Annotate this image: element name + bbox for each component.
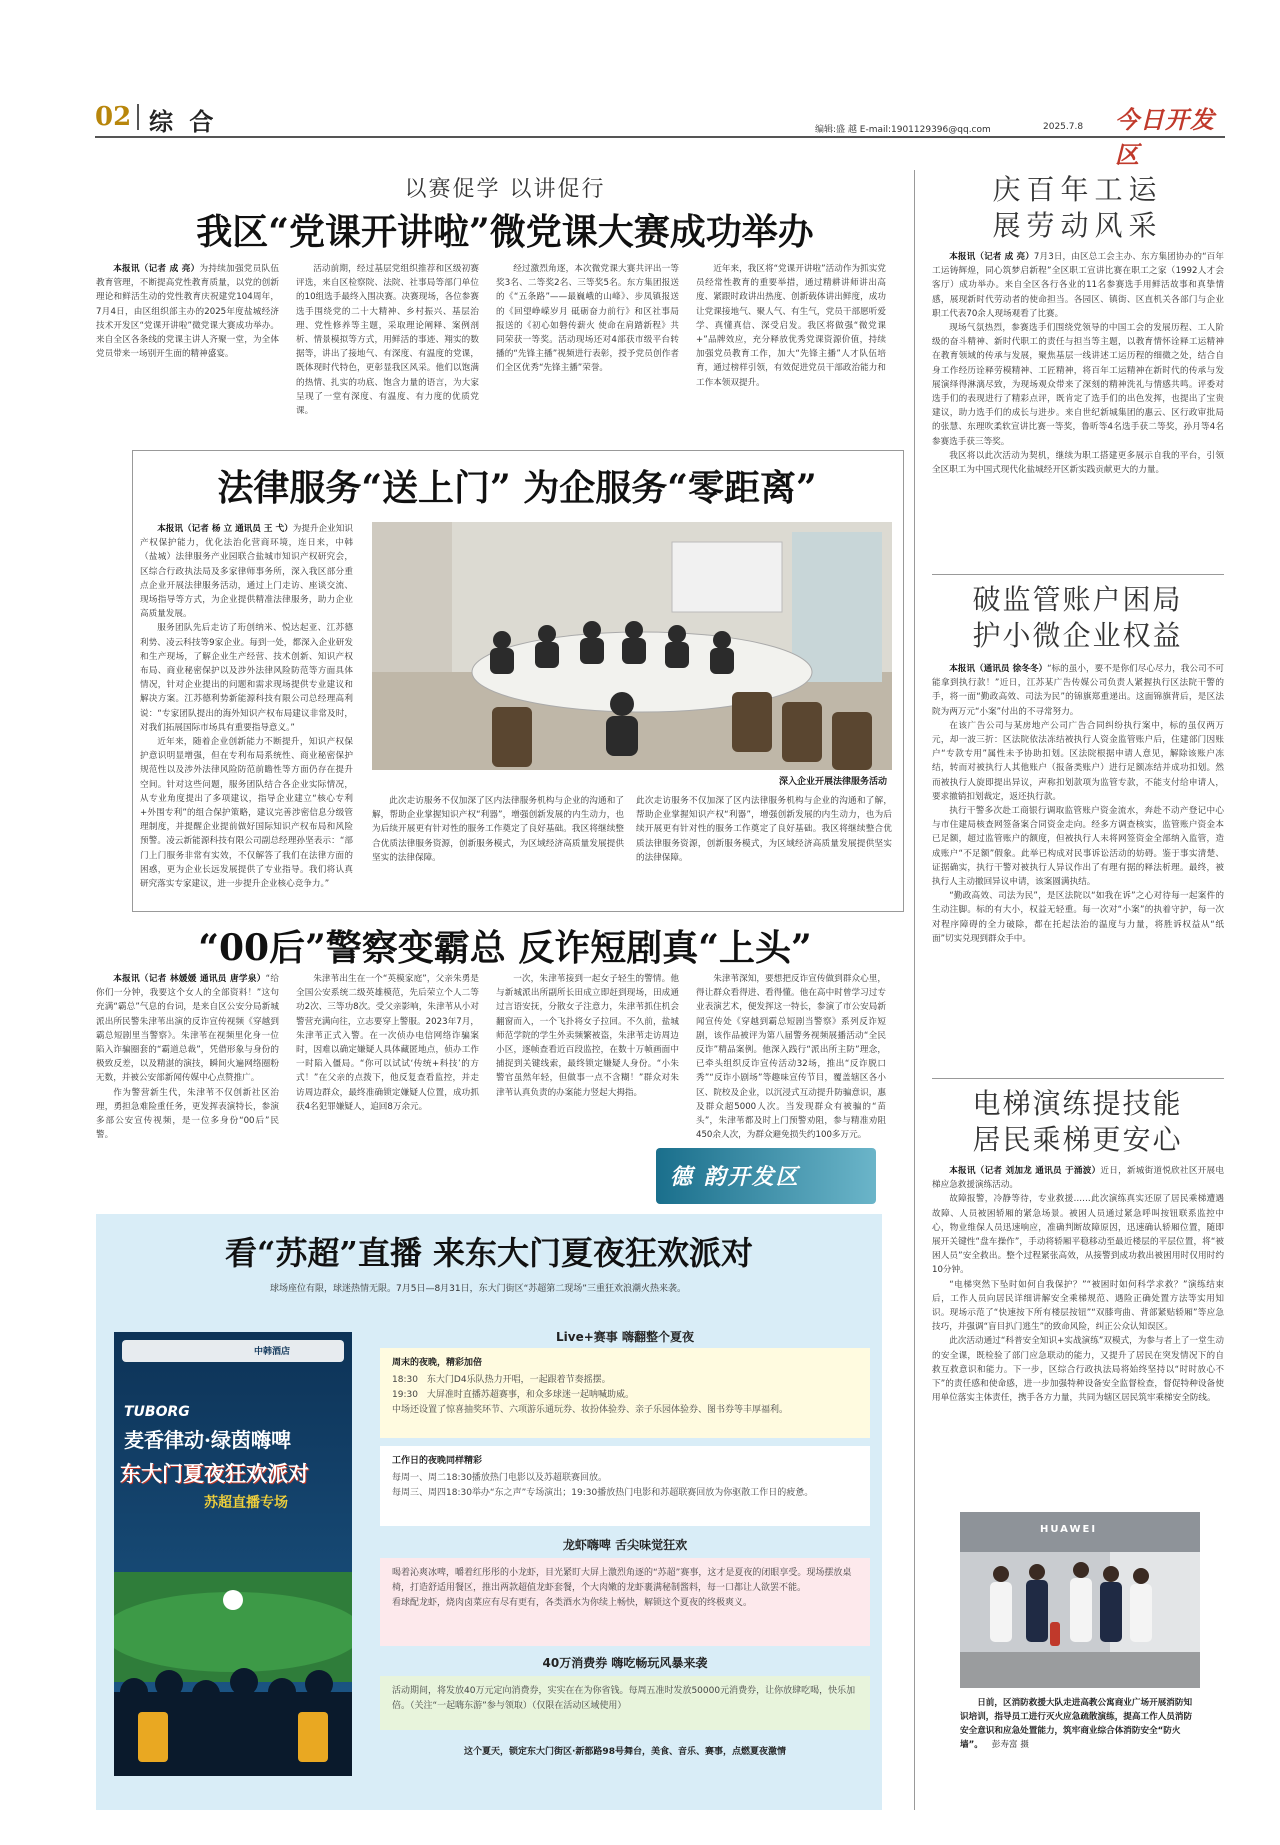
side2-byline: 本报讯（通讯员 徐冬冬） <box>949 664 1048 674</box>
fire-drill-caption: 日前，区消防救援大队走进高教公寓商业广场开展消防知识培训，指导员工进行灭火应急疏散演练，提高工作人员消防安全意识和应急处置能力，筑牢商业综合体消防安全“防火墙”。 彭寿富 摄 <box>960 1698 1193 1750</box>
article3-byline: 本报讯（记者 林媛媛 通讯员 唐学泉） <box>113 974 266 984</box>
fire-drill-photo <box>960 1512 1200 1688</box>
article4-footer: 这个夏天，锁定东大门街区·新都路98号舞台，美食、音乐、赛事，点燃夏夜激情 <box>464 1747 786 1757</box>
poster-headline: 东大门夏夜狂欢派对 <box>120 1461 309 1486</box>
side3-body: 本报讯（记者 刘加龙 通讯员 于涌波）近日，新城街道悦欣社区开展电梯应急救援演练活动。 故障报警，冷静等待，专业救援……此次演练真实还原了居民乘梯遭遇故障、人员被困轿厢的紧急场景。被困人员通过紧急呼叫按钮联系监控中心，物业维保人员迅速响应，准确判断故障原因，迅速确认轿厢位置，随即展开关键性“盘车操作”，手动将轿厢平稳移动至最近楼层的平层位置，将“被困人员”安全救出。整个过程紧张高效，从接警到成功救出被困用时仅用时约10分钟。 “电梯突然下坠时如何自我保护？”“被困时如何科学求救？”演练结束后，工作人员向居民详细讲解安全乘梯规范、遇险正确处置方法等实用知识。现场示范了“快速按下所有楼层按钮”“双膝弯曲、背部紧贴轿厢”等应急技巧，并强调“盲目扒门逃生”的致命风险，纠正公众认知误区。 此次活动通过“科普安全知识+实战演练”双模式，为参与者上了一堂生动的安全课，既检验了部门应急联动的能力，又提升了居民在突发情况下的自救互救意识和能力。下一步，区综合行政执法局将始终坚持以“时时放心不下”的责任感和使命感，进一步加强特种设备安全监督检查，督促特种设备使用单位落实主体责任，携手各方力量，共同为辖区居民筑牢乘梯安全防线。 <box>932 1166 1224 1404</box>
page-number: 02 <box>95 102 132 132</box>
side3-title: 电梯演练提技能 居民乘梯更安心 <box>972 1087 1183 1156</box>
side1-byline: 本报讯（记者 成 亮） <box>949 252 1034 262</box>
article1-subtitle: 以赛促学 以讲促行 <box>404 177 606 202</box>
caption-author: 彭寿富 摄 <box>991 1740 1029 1750</box>
section-name: 综 合 <box>149 107 218 136</box>
article2-col3: 此次走访服务不仅加深了区内法律服务机构与企业的沟通和了解，帮助企业掌握知识产权“利器”，增强创新发展的内生动力，也为后续开展更有针对性的服务工作奠定了良好基础。我区将继续整合优质法律服务资源，创新服务模式，为区域经济高质量发展提供坚实的法律保障。 <box>636 796 892 863</box>
poster-brand: TUBORG <box>124 1404 190 1420</box>
editor-info: 编辑:盛 越 E-mail:1901129396@qq.com <box>815 125 991 135</box>
side2-body: 本报讯（通讯员 徐冬冬）“标的虽小，要不是你们尽心尽力，我公司不可能拿到执行款！”近日，江苏某广告传媒公司负责人紧握执行区法院干警的手，将一面“勤政高效、司法为民”的锦旗郑重递出。这面锦旗背后，是区法院为两万元“小案”付出的不寻常努力。 在该广告公司与某房地产公司广告合同纠纷执行案中，标的虽仅两万元，却一波三折：区法院依法冻结被执行人资金监管账户后，住建部门因账户“专款专用”属性未予协助扣划。区法院根据申请人意见，解除该账户冻结，转而对被执行人其他账户（报备类账户）进行足额冻结并成功扣划。然而被执行人旋即提出异议，声称扣划款项为监管专款，不能支付给申请人，要求撤销扣划裁定，返还执行款。 执行干警多次赴工商银行调取监管账户资金流水，奔赴不动产登记中心与市住建局核查网签备案合同资金走向。经多方调查核实，监管账户资金本已足额，超过监管账户的额度，但被执行人未将网签资金全部纳入监管，造成账户“不足额”假象。此举已构成对民事诉讼活动的妨碍。鉴于事实清楚、证据确实，执行干警对被执行人异议作出了有理有据的释法析理。最终，被执行人主动撤回异议申请，该案圆满执结。 “勤政高效、司法为民”，是区法院以“如我在诉”之心对待每一起案件的生动注脚。标的有大小，权益无轻重。每一次对“小案”的执着守护，每一次对程序障碍的全力破除，都在托起法治的温度与力量，将胜诉权益从“纸面”切实兑现到群众手中。 <box>932 664 1224 944</box>
paper-logo: 今日开发区 <box>1115 105 1215 169</box>
article3-title: “00后”警察变霸总 反诈短剧真“上头” <box>198 927 812 969</box>
meeting-photo <box>372 522 892 770</box>
event-card-vouchers: 活动期间，将发放40万元定向消费券，实实在在为你省钱。每周五准时发放50000元消费券，让你放肆吃喝，快乐加倍。（关注“一起嗨东游”参与领取）（仅限在活动区域使用） <box>380 1676 870 1730</box>
article3-col3: 一次，朱津苇接到一起女子轻生的警情。他与新城派出所副所长田成立即赶到现场，田成通过言语安抚，分散女子注意力，朱津苇抓住机会翻窗而入，一个飞扑将女子拉回。不久前，盐城师范学院的学生外卖频繁被盗，朱津苇走访周边小区，逐帧查看近百段监控，在数十万帧画面中捕捉到关键线索，最终锁定嫌疑人身份。“小朱警官虽然年轻，但做事一点不含糊！”群众对朱津苇认真负责的办案能力竖起大拇指。 <box>496 974 679 1098</box>
header-divider <box>137 104 139 130</box>
side-rule-1 <box>932 574 1224 575</box>
event-card-crayfish: 喝着沁爽冰啤，嚼着红彤彤的小龙虾，目光紧盯大屏上激烈角逐的“苏超”赛事，这才是夏夜的闭眼享受。现场摆放桌椅，打造舒适用餐区，推出两款超值龙虾套餐，个大肉嫩的龙虾裹满秘制酱料，每一口都让人欲罢不能。 看球配龙虾，烧肉卤菜应有尽有更有，各类酒水为你续上畅快，解锁这个夏夜的终极爽义。 <box>380 1558 870 1646</box>
article1-title: 我区“党课开讲啦”微党课大赛成功举办 <box>196 211 814 253</box>
side2-title: 破监管账户困局 护小微企业权益 <box>972 583 1183 652</box>
issue-date: 2025.7.8 <box>1043 122 1084 132</box>
column-divider <box>914 170 915 1810</box>
article1-byline: 本报讯（记者 成 亮） <box>113 264 200 274</box>
event-card-weekend: 周末的夜晚，精彩加倍 18:30 东大门D4乐队热力开唱，一起跟着节奏摇摆。 19:30 大屏准时直播苏超赛事，和众多球迷一起呐喊助威。 中场还设置了惊喜抽奖环节、六项游乐通玩券、妆扮体验券、亲子乐园体验券、图书券等丰厚福利。 <box>380 1348 870 1438</box>
side3-byline: 本报讯（记者 刘加龙 通讯员 于涌波） <box>949 1166 1101 1176</box>
event-poster <box>114 1332 352 1776</box>
events-heading-live: Live+赛事 嗨翻整个夏夜 <box>556 1330 694 1344</box>
article2-col1: 本报讯（记者 杨 立 通讯员 王 弋）为提升企业知识产权保护能力，优化法治化营商环境，连日来，中韩（盐城）法律服务产业园联合盐城市知识产权研究会，区综合行政执法局及多家律师事务所，深入我区部分重点企业开展法律服务活动，通过上门走访、座谈交流、现场指导等方式，为企业提供精准法律服务，助力企业高质量发展。 服务团队先后走访了珩创纳米、悦达起亚、江苏德利势、凌云科技等9家企业。每到一处，都深入企业研发和生产现场，了解企业生产经营、技术创新、知识产权布局、商业秘密保护以及涉外法律风险防范等方面具体情况，针对企业提出的问题和需求现场提供专业建议和解决方案。江苏德利势新能源科技有限公司总经理高利说：“专家团队提出的海外知识产权布局建议非常及时，对我们拓展国际市场具有重要指导意义。” 近年来，随着企业创新能力不断提升，知识产权保护意识明显增强，但在专利布局系统性、商业秘密保护规范性以及涉外法律风险防范前瞻性等方面仍存在提升空间。针对这些问题，服务团队结合各企业实际情况，从专业角度提出了多项建议，指导企业建立“核心专利+外围专利”的组合保护策略，建议完善涉密信息分级管理制度，并提醒企业提前做好国际知识产权布局和风险预警。凌云新能源科技有限公司副总经理孙坚表示：“部门上门服务非常有实效，不仅解答了我们在法律方面的困惑，更为企业长远发展提供了专业指导。我们将认真研究落实专家建议，进一步提升企业核心竞争力。” <box>140 524 353 890</box>
article1-col1: 本报讯（记者 成 亮）为持续加强党员队伍教育管理，不断提高党性教育质量，以党的创新理论和鲜活生动的党性教育庆祝建党104周年，7月4日，由区组织部主办的2025年度盐城经济技术开发区“党课开讲啦”微党课大赛成功举办。来自全区各条线的党课主讲人齐聚一堂，为全体党员带来一场别开生面的精神盛宴。 <box>96 264 279 360</box>
article1-col3: 经过激烈角逐，本次微党课大赛共评出一等奖3名、二等奖2名、三等奖5名。东方集团报送的《“五条路”——最巍峨的山峰》、步凤镇报送的《回望峥嵘岁月 砥砺奋力前行》和区社事局报送的《初心如磐传薪火 使命在肩踏新程》共同荣获一等奖。活动现场还对4部获市级平台转播的“先锋主播”视频进行表彰，授予党员创作者们全区优秀“先锋主播”荣誉。 <box>496 264 679 374</box>
article3-banner <box>656 1148 876 1204</box>
article2-col2: 此次走访服务不仅加深了区内法律服务机构与企业的沟通和了解，帮助企业掌握知识产权“利器”，增强创新发展的内生动力，也为后续开展更有针对性的服务工作奠定了良好基础。我区将继续整合优质法律服务资源，创新服务模式，为区域经济高质量发展提供坚实的法律保障。 <box>372 796 624 863</box>
article3-col4: 朱津苇深知，要想把反诈宣传做到群众心里，得让群众看得进、看得懂。他在高中时曾学习过专业表演艺术，便发挥这一特长，参演了市公安局新闻宣传处《穿越到霸总短剧当警察》系列反诈短剧，该作品被评为第八届警务视频展播活动“全民反诈”精品案例。他深入践行“派出所主防”理念，已牵头组织反诈宣传活动32场，推出“反诈脱口秀”“反诈小剧场”等趣味宣传节目，覆盖辖区各小区、院校及企业，以沉浸式互动提升防骗意识，惠及群众超5000人次。当发现群众有被骗的“苗头”，朱津苇都及时上门预警劝阻，参与精准劝阻450余人次，为群众避免损失约100多万元。 <box>696 974 886 1140</box>
poster-slogan: 麦香律动·绿茵嗨啤 <box>124 1428 291 1452</box>
article1-col4: 近年来，我区将“党课开讲啦”活动作为抓实党员经常性教育的重要举措，通过精耕讲师讲出高度、紧跟时政讲出热度、创新载体讲出鲜度，成功让党课接地气、聚人气、有生气，党员干部愿听爱学、真懂真信、深受启发。我区将做强“微党课+”品牌效应，充分释放优秀党课资源价值，持续加强党员教育工作，加大“先锋主播”人才队伍培育，通过榜样引领，有效促进党员干部政治能力和工作本领双提升。 <box>696 264 886 388</box>
photo-sign: HUAWEI <box>1040 1524 1098 1535</box>
events-heading-vouchers: 40万消费券 嗨吃畅玩风暴来袭 <box>542 1656 708 1670</box>
side1-body: 本报讯（记者 成 亮）7月3日，由区总工会主办、东方集团协办的“百年工运铸辉煌，同心筑梦启新程”全区职工宣讲比赛在职工之家（1992人才会客厅）成功举办。来自全区各行各业的11名参赛选手用鲜活故事和真挚情感，展现新时代劳动者的使命担当。各园区、镇街、区直机关各部门与企业职工代表70余人现场观看了比赛。 现场气氛热烈，参赛选手们围绕党领导的中国工会的发展历程、工人阶级的奋斗精神、新时代职工的责任与担当等主题，以教育情怀诠释工运精神在教育领域的传承与发展，聚焦基层一线讲述工运历程的细微之处，结合自身工作经历诠释劳模精神、工匠精神，将百年工运精神在新时代的传承与发展演绎得淋漓尽致，为现场观众带来了深刻的精神洗礼与情感共鸣。评委对选手们的表现进行了精彩点评，既肯定了选手们的出色发挥，也提出了宝贵建议，助力选手们的成长与进步。来自世纪新城集团的惠云、区行政审批局的张慧、东理吹柔软宣讲比赛一等奖，鲁昕等4名选手获二等奖，孙月等4名参赛选手获三等奖。 我区将以此次活动为契机，继续为职工搭建更多展示自我的平台，引领全区职工为中国式现代化盐城经开区新实践贡献更大的力量。 <box>932 252 1224 476</box>
poster-sponsor: 中韩酒店 <box>254 1347 291 1357</box>
article2-title: 法律服务“送上门” 为企服务“零距离” <box>217 467 817 509</box>
article3-col2: 朱津苇出生在一个“英模家庭”，父亲朱勇是全国公安系统二级英雄模范，先后荣立个人二等功2次、三等功8次。受父亲影响，朱津苇从小对警营充满向往，立志要穿上警服。2023年7月，朱津苇正式入警。在一次侦办电信网络诈骗案时，因难以确定嫌疑人具体藏匿地点，侦办工作一时陷入僵局。“你可以试试‘传统+科技’的方式！”在父亲的点拨下，他反复查看监控，并走访周边群众，最终准确锁定嫌疑人位置，成功抓获4名犯罪嫌疑人，追回8万余元。 <box>296 974 479 1112</box>
article1-col2: 活动前期，经过基层党组织推荐和区级初赛评选，来自区检察院、法院、社事局等部门单位的10组选手最终入围决赛。决赛现场，各位参赛选手围绕党的二十大精神、乡村振兴、基层治理、党性修养等主题，采取理论阐释、案例剖析、情景模拟等方式，用鲜活的事迹、翔实的数据等，讲出了接地气、有深度、有温度的党课，既体现时代特色，更彰显我区风采。他们以饱满的热情、扎实的功底、饱含力量的语言，为大家呈现了一堂有深度、有温度、有力度的优质党课。 <box>296 264 479 417</box>
side-rule-2 <box>932 1078 1224 1079</box>
article4-title: 看“苏超”直播 来东大门夏夜狂欢派对 <box>225 1234 753 1272</box>
events-heading-crayfish: 龙虾嗨啤 舌尖味觉狂欢 <box>562 1538 688 1552</box>
poster-sub: 苏超直播专场 <box>204 1495 288 1511</box>
page-header <box>95 96 1225 169</box>
banner-text: 德 韵开发区 <box>670 1164 800 1190</box>
side1-title: 庆百年工运 展劳动风采 <box>992 173 1163 242</box>
article3-col1: 本报讯（记者 林媛媛 通讯员 唐学泉）“给你们一分钟，我要这个女人的全部资料！”这句充满“霸总”气息的台词，是来自区公安分局新城派出所民警朱津苇出演的反诈宣传视频《穿越到霸总短剧里当警察》。朱津苇在视频里化身一位陷入诈骗圈套的“霸道总裁”，凭借形象与身份的极致反差，以及精湛的演技，瞬间火遍网络圈粉无数，并被公安部新闻传媒中心点赞推广。 作为警营新生代，朱津苇不仅创新社区治理，勇担急难险重任务，更发挥表演特长，参演多部公安宣传视频，是一位多身份“00后”民警。 <box>96 974 279 1141</box>
article2-byline: 本报讯（记者 杨 立 通讯员 王 弋） <box>157 524 293 534</box>
event-card-weekday: 工作日的夜晚同样精彩 每周一、周二18:30播放热门电影以及苏超联赛回放。 每周三、周四18:30举办“东之声”专场演出；19:30播放热门电影和苏超联赛回放为你驱散工作日的疲惫。 <box>380 1446 870 1526</box>
header-rule <box>95 136 1225 138</box>
meeting-photo-caption: 深入企业开展法律服务活动 <box>778 777 887 787</box>
article4-intro: 球场座位有限，球迷热情无限。7月5日—8月31日，东大门街区“苏超第二现场”三重狂欢浪潮火热来袭。 <box>270 1284 686 1294</box>
